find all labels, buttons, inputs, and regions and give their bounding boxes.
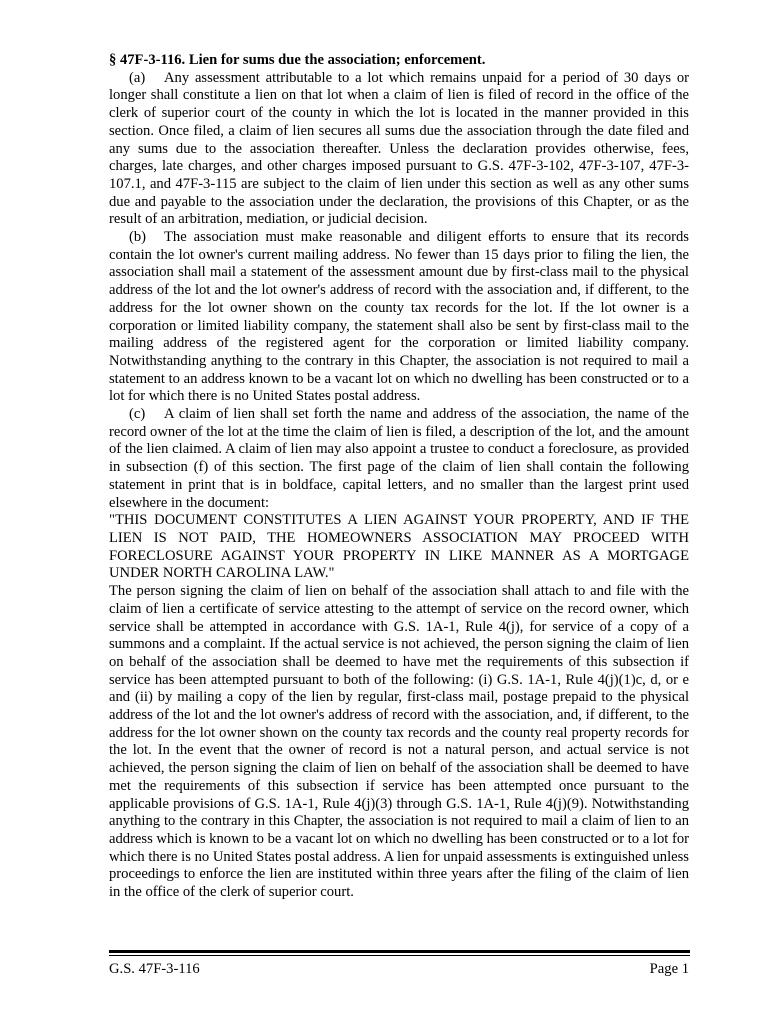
closing-paragraph: The person signing the claim of lien on behalf of the association shall attach to and file with the claim of lien a certificate of service attesting to the attempt of service on the record owner, which service shall be attempted in accordance with G.S. 1A-1, Rule 4(j), for service of a copy of a summons and a complaint. If the actual service is not achieved, the person signing the claim of lien on behalf of the association shall be deemed to have met the requirements of this subsection if service has been attempted pursuant to both of the following: (i) G.S. 1A-1, Rule 4(j)(1)c, d, or e and (ii) by mailing a copy of the lien by regular, first-class mail, postage prepaid to the physical address of the lot and the lot owner's address of record with the association, and, if different, to the address for the lot owner shown on the county tax records and the county real property records for the lot. In the event that the owner of record is not a natural person, and actual service is not achieved, the person signing the claim of lien on behalf of the association shall be deemed to have met the requirements of this subsection if service has been attempted once pursuant to the applicable provisions of G.S. 1A-1, Rule 4(j)(3) through G.S. 1A-1, Rule 4(j)(9). Notwithstanding anything to the contrary in this Chapter, the association is not required to mail a claim of lien to an address which is known to be a vacant lot on which no dwelling has been constructed or to a lot for which there is no United States postal address. A lien for unpaid assessments is extinguished unless proceedings to enforce the lien are instituted within three years after the filing of the claim of lien in the office of the clerk of superior court. <box>109 583 689 901</box>
paragraph-c-label: (c) <box>129 406 146 423</box>
paragraph-a <box>109 70 689 229</box>
section-title: § 47F-3-116. Lien for sums due the association; enforcement. <box>109 52 486 68</box>
paragraph-c <box>109 406 689 512</box>
paragraph-b-text: The association must make reasonable and diligent efforts to ensure that its records contain the lot owner's current mailing address. No fewer than 15 days prior to filing the lien, the association shall mail a statement of the assessment amount due by first-class mail to the physical address of the lot and the lot owner's address of record with the association and, if different, to the address for the lot owner shown on the county tax records for the lot. If the lot owner is a corporation or limited liability company, the statement shall also be sent by first-class mail to the mailing address of the registered agent for the corporation or limited liability company. Notwithstanding anything to the contrary in this Chapter, the association is not required to mail a statement to an address known to be a vacant lot on which no dwelling has been constructed or to a lot for which there is no United States postal address. <box>109 229 689 405</box>
paragraph-b <box>109 229 689 406</box>
document-body <box>109 52 689 902</box>
paragraph-c-text: A claim of lien shall set forth the name and address of the association, the name of the record owner of the lot at the time the claim of lien is filed, a description of the lot, and the amount of the lien claimed. A claim of lien may also appoint a trustee to conduct a foreclosure, as provided in subsection (f) of this section. The first page of the claim of lien shall contain the following statement in print that is in boldface, capital letters, and no smaller than the largest print used elsewhere in the document: <box>109 406 689 511</box>
paragraph-a-label: (a) <box>129 69 146 86</box>
footer-rule-thick <box>109 950 690 953</box>
footer-citation: G.S. 47F-3-116 <box>109 961 200 977</box>
footer-rule-thin <box>109 955 690 956</box>
paragraph-b-label: (b) <box>129 229 147 246</box>
footer-page-number: Page 1 <box>649 961 689 977</box>
paragraph-a-text: Any assessment attributable to a lot which remains unpaid for a period of 30 days or longer shall constitute a lien on that lot when a claim of lien is filed of record in the office of the clerk of superior court of the county in which the lot is located in the manner provided in this section. Once filed, a claim of lien secures all sums due the association through the date filed and any sums due to the association thereafter. Unless the declaration provides otherwise, fees, charges, late charges, and other charges imposed pursuant to G.S. 47F-3-102, 47F-3-107, 47F-3-107.1, and 47F-3-115 are subject to the claim of lien under this section as well as any other sums due and payable to the association under the declaration, the provisions of this Chapter, or as the result of an arbitration, mediation, or judicial decision. <box>109 69 689 228</box>
lien-statement: "THIS DOCUMENT CONSTITUTES A LIEN AGAINST YOUR PROPERTY, AND IF THE LIEN IS NOT PAID, THE HOMEOWNERS ASSOCIATION MAY PROCEED WITH FORECLOSURE AGAINST YOUR PROPERTY IN LIKE MANNER AS A MORTGAGE UNDER NORTH CAROLINA LAW." <box>109 512 689 582</box>
